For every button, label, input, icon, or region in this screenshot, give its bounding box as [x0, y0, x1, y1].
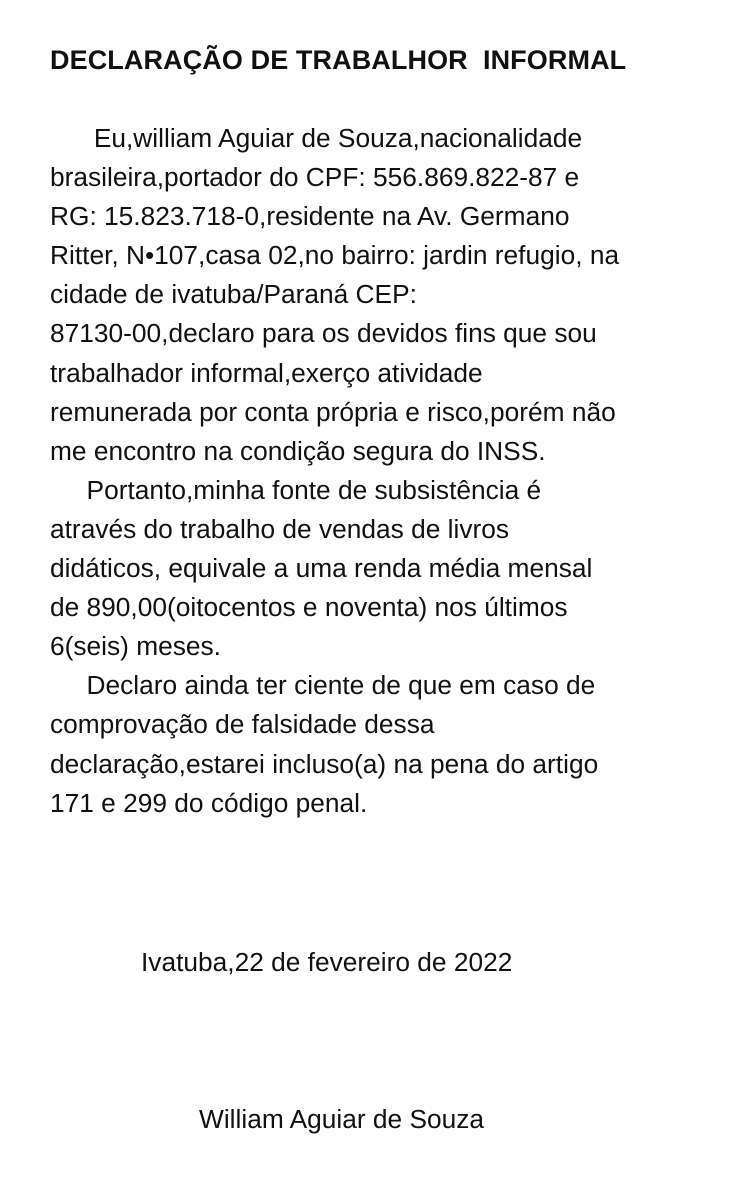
- body-line: 6(seis) meses.: [50, 631, 221, 662]
- body-line: didáticos, equivale a uma renda média mensal: [50, 553, 593, 584]
- document-title: DECLARAÇÃO DE TRABALHOR INFORMAL: [50, 45, 627, 75]
- body-line: Portanto,minha fonte de subsistência é: [50, 474, 542, 505]
- place-and-date: Ivatuba,22 de fevereiro de 2022: [141, 947, 513, 977]
- body-line: de 890,00(oitocentos e noventa) nos últimos: [50, 592, 568, 623]
- declaration-body: [50, 119, 710, 823]
- body-line: comprovação de falsidade dessa: [50, 709, 435, 740]
- body-line: Declaro ainda ter ciente de que em caso de: [50, 670, 596, 701]
- body-line: brasileira,portador do CPF: 556.869.822-87 e: [50, 162, 580, 193]
- body-line: Ritter, N•107,casa 02,no bairro: jardin refugio, na: [50, 240, 620, 271]
- body-line: 171 e 299 do código penal.: [50, 787, 368, 818]
- body-line: 87130-00,declaro para os devidos fins que sou: [50, 318, 597, 349]
- body-line: Eu,william Aguiar de Souza,nacionalidade: [50, 123, 583, 153]
- body-line: declaração,estarei incluso(a) na pena do artigo: [50, 748, 599, 779]
- body-line: RG: 15.823.718-0,residente na Av. Germano: [50, 201, 570, 232]
- body-line: cidade de ivatuba/Paraná CEP:: [50, 279, 417, 310]
- body-line: através do trabalho de vendas de livros: [50, 513, 510, 544]
- signature-name: William Aguiar de Souza: [199, 1104, 485, 1134]
- body-line: me encontro na condição segura do INSS.: [50, 435, 546, 466]
- body-line: trabalhador informal,exerço atividade: [50, 357, 483, 388]
- body-line: remunerada por conta própria e risco,porém não: [50, 396, 616, 427]
